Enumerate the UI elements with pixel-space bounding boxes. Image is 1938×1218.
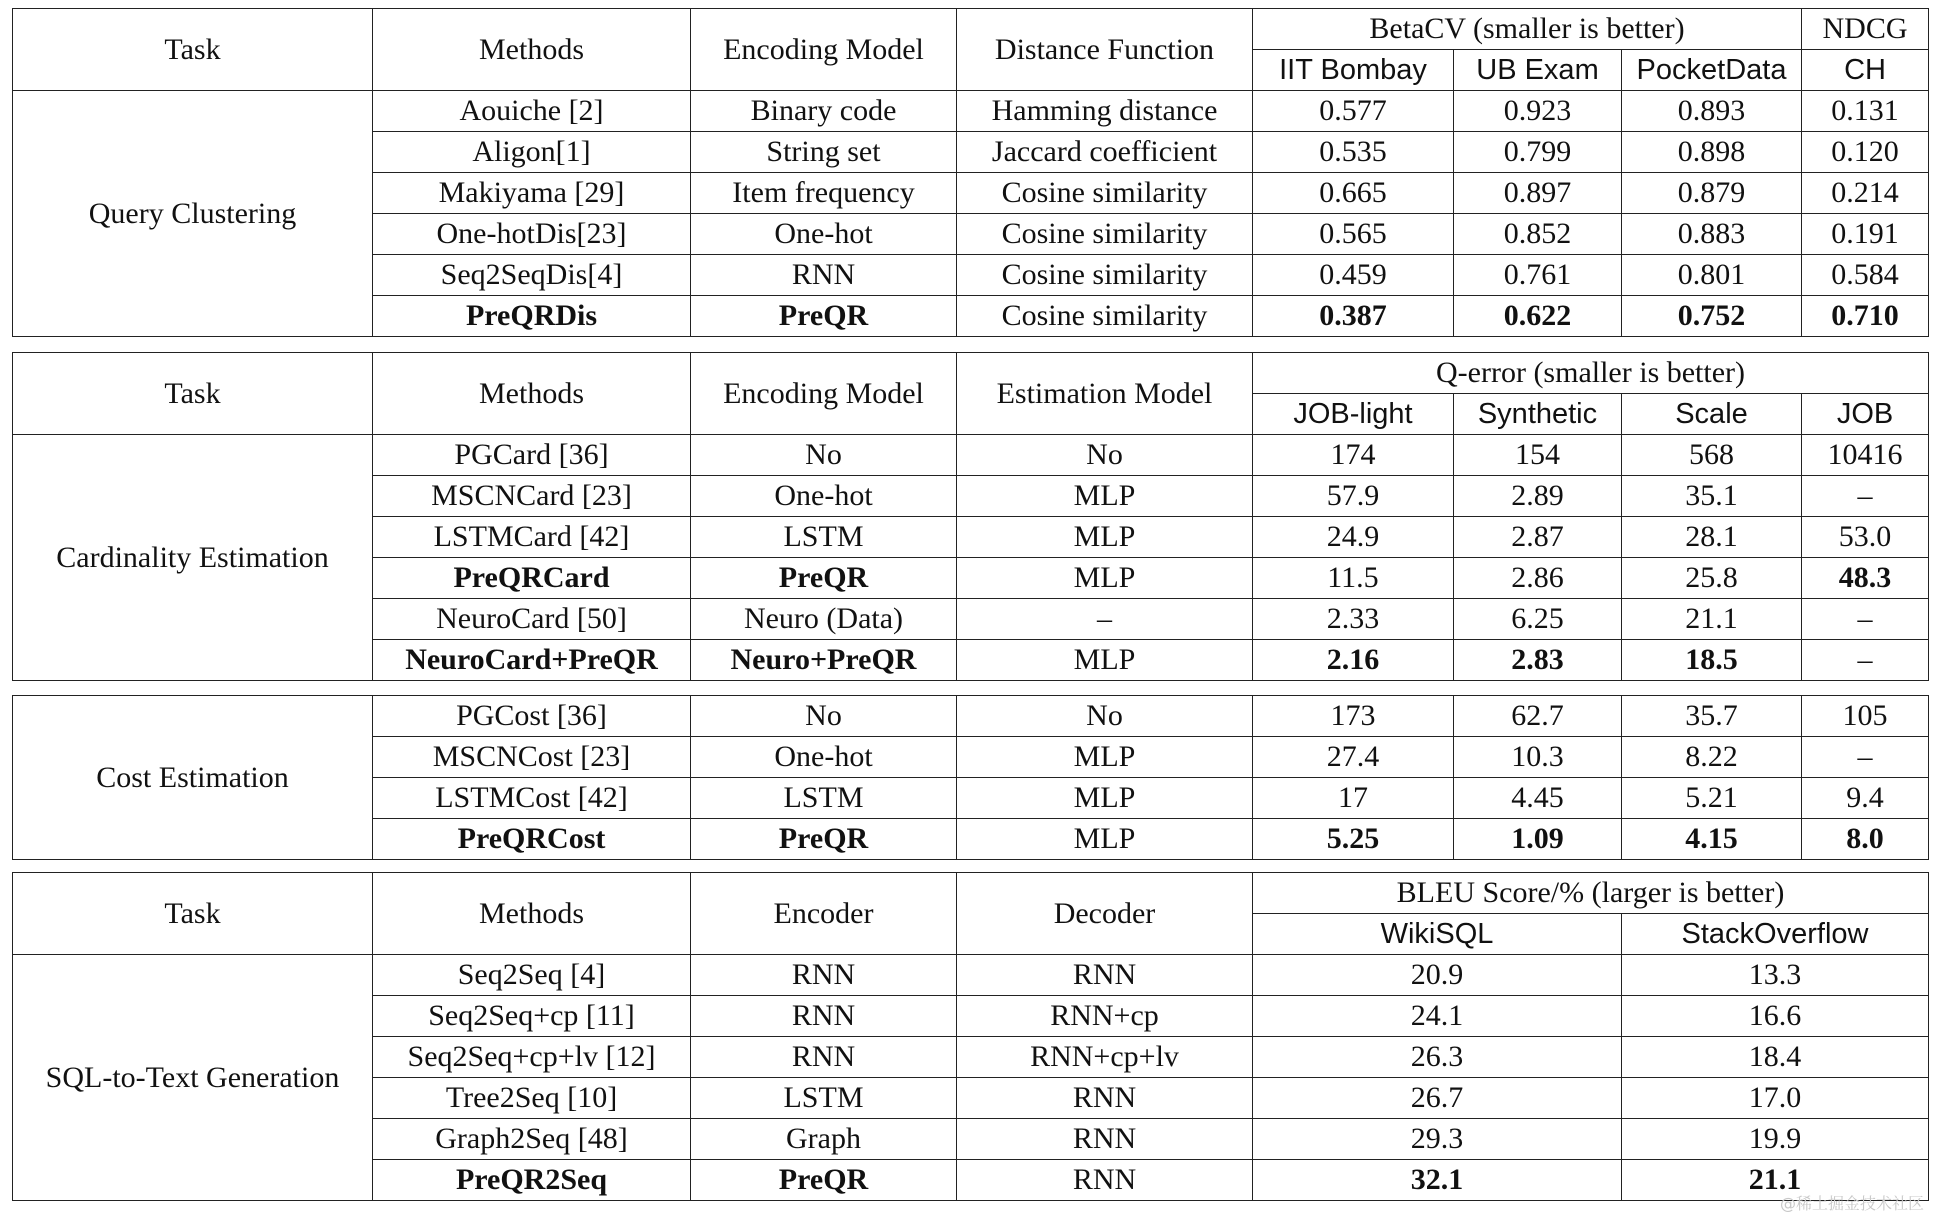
value-cell-best: 5.25 [1253,819,1454,860]
method-cell: Graph2Seq [48] [373,1119,691,1160]
value-cell: 173 [1253,696,1454,737]
decoder-cell: RNN [957,1160,1253,1201]
header-job-light: JOB-light [1253,394,1454,435]
value-cell: 0.879 [1622,173,1802,214]
value-cell: 0.893 [1622,91,1802,132]
value-cell-best: 48.3 [1802,558,1929,599]
value-cell: 0.923 [1454,91,1622,132]
task-cell: SQL-to-Text Generation [13,955,373,1201]
header-task: Task [13,873,373,955]
method-cell-best: PreQRCard [373,558,691,599]
value-cell: 0.565 [1253,214,1454,255]
sql-to-text-table [12,872,1928,1201]
value-cell: 0.459 [1253,255,1454,296]
value-cell: 53.0 [1802,517,1929,558]
encoding-cell: Binary code [691,91,957,132]
method-cell-best: PreQR2Seq [373,1160,691,1201]
value-cell: 17.0 [1622,1078,1929,1119]
value-cell: 2.86 [1454,558,1622,599]
value-cell: 4.45 [1454,778,1622,819]
method-cell: MSCNCard [23] [373,476,691,517]
value-cell: 24.9 [1253,517,1454,558]
value-cell: 13.3 [1622,955,1929,996]
header-distance-function: Distance Function [957,9,1253,91]
header-betacv: BetaCV (smaller is better) [1253,9,1802,50]
value-cell: 0.761 [1454,255,1622,296]
value-cell: 20.9 [1253,955,1622,996]
encoding-cell: One-hot [691,214,957,255]
value-cell: – [1802,599,1929,640]
value-cell: 18.4 [1622,1037,1929,1078]
encoding-cell: One-hot [691,476,957,517]
model-cell: MLP [957,819,1253,860]
method-cell-best: PreQRDis [373,296,691,337]
task-cell: Cost Estimation [13,696,373,860]
header-iit-bombay: IIT Bombay [1253,50,1454,91]
value-cell-best: 8.0 [1802,819,1929,860]
method-cell: PGCard [36] [373,435,691,476]
value-cell-best: 0.710 [1802,296,1929,337]
header-q-error: Q-error (smaller is better) [1253,353,1929,394]
header-wikisql: WikiSQL [1253,914,1622,955]
decoder-cell: RNN [957,1119,1253,1160]
model-cell: – [957,599,1253,640]
value-cell: 21.1 [1622,599,1802,640]
header-methods: Methods [373,873,691,955]
value-cell: 0.801 [1622,255,1802,296]
method-cell-best: PreQRCost [373,819,691,860]
header-stackoverflow: StackOverflow [1622,914,1929,955]
header-decoder: Decoder [957,873,1253,955]
value-cell: 26.3 [1253,1037,1622,1078]
value-cell: 19.9 [1622,1119,1929,1160]
task-cell: Query Clustering [13,91,373,337]
encoding-cell: RNN [691,255,957,296]
value-cell-best: 2.16 [1253,640,1454,681]
encoding-cell: No [691,435,957,476]
model-cell: MLP [957,778,1253,819]
value-cell: 24.1 [1253,996,1622,1037]
function-cell: Cosine similarity [957,173,1253,214]
method-cell: Makiyama [29] [373,173,691,214]
value-cell: 0.898 [1622,132,1802,173]
value-cell: 11.5 [1253,558,1454,599]
value-cell: 0.897 [1454,173,1622,214]
encoder-cell: RNN [691,1037,957,1078]
value-cell: 27.4 [1253,737,1454,778]
value-cell: 29.3 [1253,1119,1622,1160]
method-cell: One-hotDis[23] [373,214,691,255]
method-cell: PGCost [36] [373,696,691,737]
encoding-cell-best: PreQR [691,296,957,337]
value-cell: 0.883 [1622,214,1802,255]
method-cell: Aligon[1] [373,132,691,173]
encoding-cell-best: PreQR [691,819,957,860]
decoder-cell: RNN [957,1078,1253,1119]
encoding-cell: No [691,696,957,737]
watermark: @稀土掘金技术社区 [1779,1194,1924,1213]
value-cell: 0.120 [1802,132,1929,173]
value-cell: 568 [1622,435,1802,476]
model-cell: MLP [957,640,1253,681]
function-cell: Cosine similarity [957,214,1253,255]
method-cell: Seq2SeqDis[4] [373,255,691,296]
value-cell: 0.665 [1253,173,1454,214]
header-bleu: BLEU Score/% (larger is better) [1253,873,1929,914]
value-cell: 17 [1253,778,1454,819]
value-cell: 10416 [1802,435,1929,476]
value-cell: 26.7 [1253,1078,1622,1119]
method-cell: Seq2Seq+cp [11] [373,996,691,1037]
value-cell: – [1802,737,1929,778]
header-pocketdata: PocketData [1622,50,1802,91]
value-cell: 16.6 [1622,996,1929,1037]
header-ub-exam: UB Exam [1454,50,1622,91]
function-cell: Hamming distance [957,91,1253,132]
value-cell: 0.584 [1802,255,1929,296]
method-cell: LSTMCost [42] [373,778,691,819]
header-task: Task [13,9,373,91]
value-cell: 174 [1253,435,1454,476]
encoding-cell-best: PreQR [691,558,957,599]
header-ch: CH [1802,50,1929,91]
model-cell: MLP [957,476,1253,517]
value-cell: 28.1 [1622,517,1802,558]
function-cell: Cosine similarity [957,255,1253,296]
value-cell: 2.89 [1454,476,1622,517]
value-cell: 5.21 [1622,778,1802,819]
model-cell: MLP [957,517,1253,558]
function-cell: Cosine similarity [957,296,1253,337]
value-cell: 154 [1454,435,1622,476]
task-cell: Cardinality Estimation [13,435,373,681]
value-cell-best: 1.09 [1454,819,1622,860]
method-cell: Seq2Seq [4] [373,955,691,996]
value-cell-best: 2.83 [1454,640,1622,681]
model-cell: MLP [957,737,1253,778]
encoding-cell-best: Neuro+PreQR [691,640,957,681]
decoder-cell: RNN+cp [957,996,1253,1037]
value-cell-best: 4.15 [1622,819,1802,860]
value-cell: 35.1 [1622,476,1802,517]
decoder-cell: RNN+cp+lv [957,1037,1253,1078]
value-cell: 35.7 [1622,696,1802,737]
encoding-cell: String set [691,132,957,173]
header-scale: Scale [1622,394,1802,435]
encoder-cell-best: PreQR [691,1160,957,1201]
value-cell: 0.535 [1253,132,1454,173]
value-cell: 8.22 [1622,737,1802,778]
value-cell-best: 18.5 [1622,640,1802,681]
header-estimation-model: Estimation Model [957,353,1253,435]
method-cell-best: NeuroCard+PreQR [373,640,691,681]
value-cell: 2.33 [1253,599,1454,640]
value-cell: 25.8 [1622,558,1802,599]
encoder-cell: Graph [691,1119,957,1160]
method-cell: MSCNCost [23] [373,737,691,778]
encoder-cell: RNN [691,996,957,1037]
cardinality-estimation-table [12,352,1928,681]
header-job: JOB [1802,394,1929,435]
method-cell: NeuroCard [50] [373,599,691,640]
header-methods: Methods [373,353,691,435]
value-cell: 6.25 [1454,599,1622,640]
model-cell: No [957,435,1253,476]
encoding-cell: Item frequency [691,173,957,214]
header-ndcg: NDCG [1802,9,1929,50]
method-cell: Seq2Seq+cp+lv [12] [373,1037,691,1078]
value-cell: 0.191 [1802,214,1929,255]
value-cell: 0.799 [1454,132,1622,173]
encoder-cell: RNN [691,955,957,996]
model-cell: MLP [957,558,1253,599]
value-cell: 0.852 [1454,214,1622,255]
header-synthetic: Synthetic [1454,394,1622,435]
encoder-cell: LSTM [691,1078,957,1119]
header-encoder: Encoder [691,873,957,955]
value-cell: 0.131 [1802,91,1929,132]
value-cell: – [1802,476,1929,517]
header-task: Task [13,353,373,435]
value-cell: 105 [1802,696,1929,737]
function-cell: Jaccard coefficient [957,132,1253,173]
cost-estimation-table [12,695,1928,860]
value-cell-best: 21.1 [1622,1160,1929,1201]
query-clustering-table [12,8,1928,337]
encoding-cell: Neuro (Data) [691,599,957,640]
value-cell-best: 0.387 [1253,296,1454,337]
value-cell: 10.3 [1454,737,1622,778]
method-cell: Tree2Seq [10] [373,1078,691,1119]
value-cell-best: 0.752 [1622,296,1802,337]
header-methods: Methods [373,9,691,91]
header-encoding-model: Encoding Model [691,353,957,435]
header-encoding-model: Encoding Model [691,9,957,91]
value-cell: 0.577 [1253,91,1454,132]
value-cell: 9.4 [1802,778,1929,819]
value-cell: 0.214 [1802,173,1929,214]
encoding-cell: One-hot [691,737,957,778]
value-cell: 2.87 [1454,517,1622,558]
decoder-cell: RNN [957,955,1253,996]
method-cell: LSTMCard [42] [373,517,691,558]
encoding-cell: LSTM [691,517,957,558]
value-cell: 62.7 [1454,696,1622,737]
encoding-cell: LSTM [691,778,957,819]
value-cell: 57.9 [1253,476,1454,517]
model-cell: No [957,696,1253,737]
method-cell: Aouiche [2] [373,91,691,132]
value-cell-best: 32.1 [1253,1160,1622,1201]
value-cell-best: 0.622 [1454,296,1622,337]
value-cell: – [1802,640,1929,681]
